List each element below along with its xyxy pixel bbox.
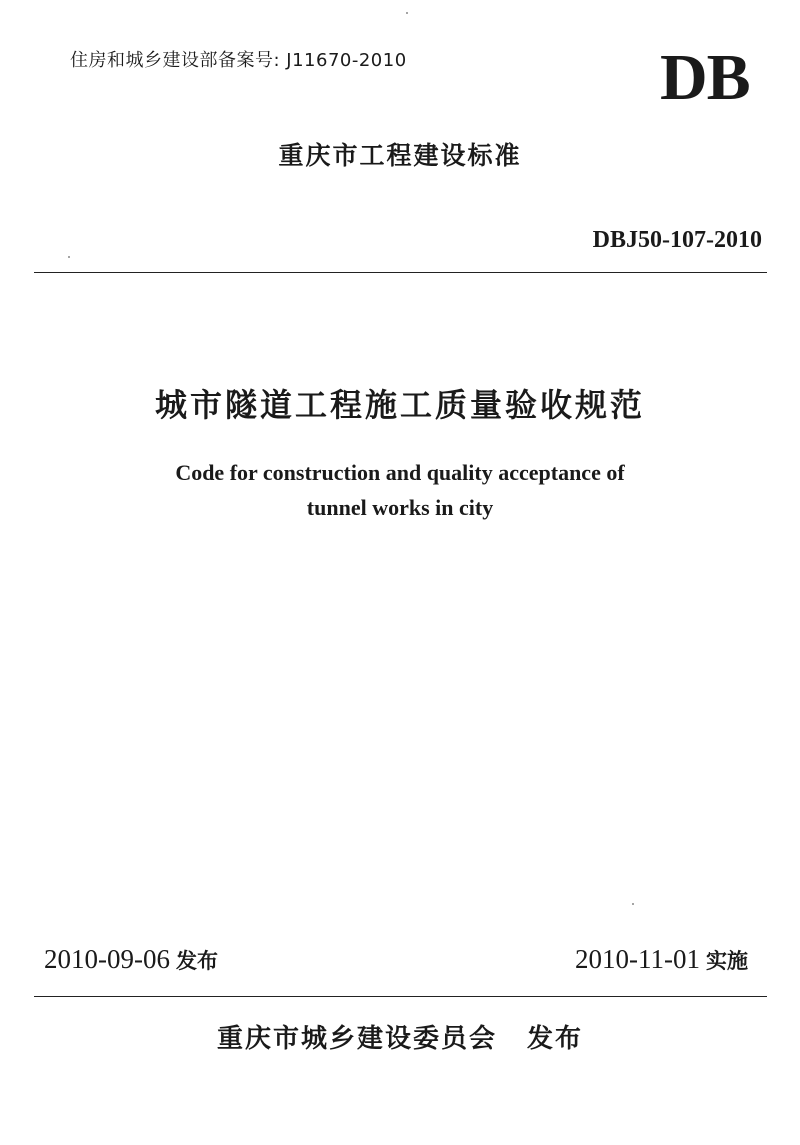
document-title-english-line1: Code for construction and quality acceptance of	[175, 460, 625, 485]
top-divider	[34, 272, 767, 273]
publisher-action: 发布	[527, 1024, 584, 1054]
standard-category: 重庆市工程建设标准	[278, 141, 522, 170]
issue-label: 发布	[175, 949, 218, 973]
issue-date-block	[44, 944, 218, 975]
effective-date-block	[575, 944, 748, 975]
effective-label: 实施	[706, 949, 748, 973]
effective-date: 2010-11-01	[575, 944, 700, 974]
document-title-english-line2: tunnel works in city	[306, 495, 494, 520]
document-title-chinese: 城市隧道工程施工质量验收规范	[154, 386, 645, 424]
publisher-block	[0, 1018, 800, 1055]
standard-number: DBJ50-107-2010	[592, 227, 762, 253]
scan-speck	[632, 903, 634, 905]
record-number: 住房和城乡建设部备案号: J11670-2010	[70, 50, 407, 71]
scan-speck	[68, 256, 70, 258]
issue-date: 2010-09-06	[44, 944, 170, 974]
publisher-name: 重庆市城乡建设委员会	[216, 1024, 497, 1054]
scan-speck	[406, 12, 408, 14]
bottom-divider	[34, 996, 767, 997]
db-standard-mark: DB	[660, 41, 750, 114]
